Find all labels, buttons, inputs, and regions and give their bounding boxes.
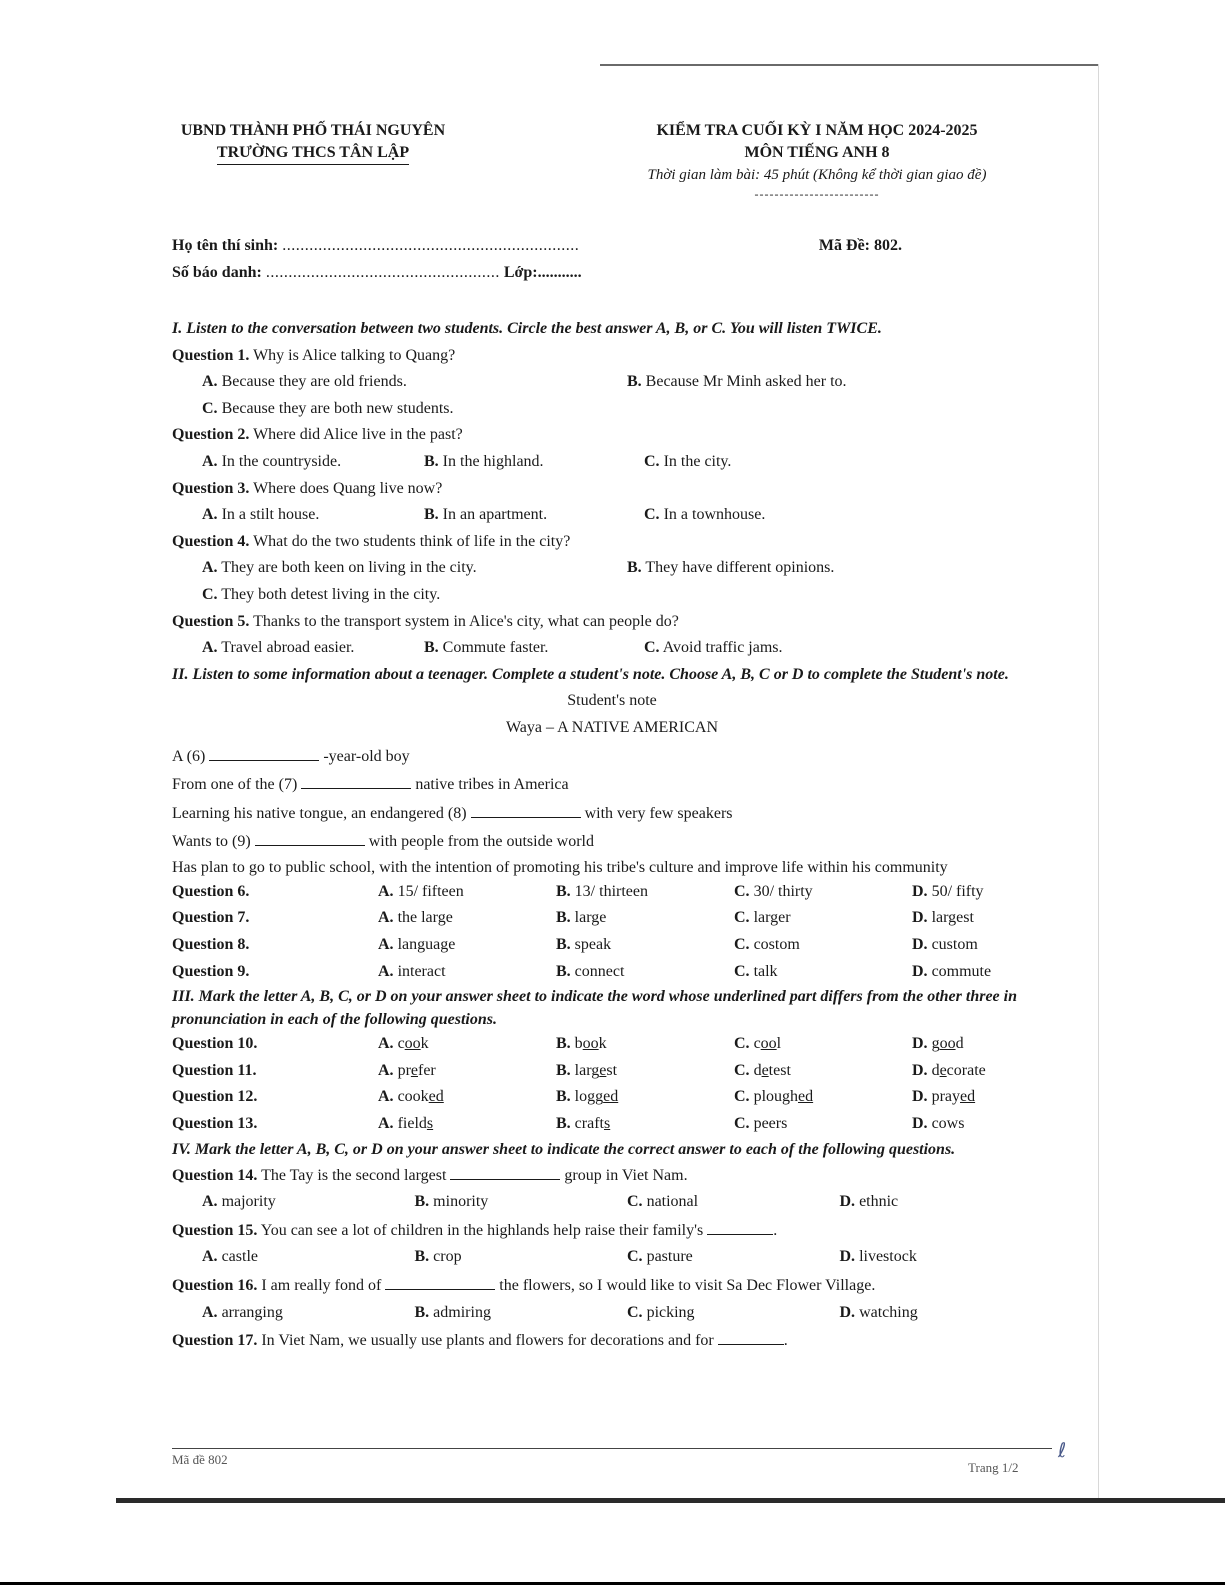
question-text: Why is Alice talking to Quang? — [253, 346, 456, 364]
subject-title: MÔN TIẾNG ANH 8 — [744, 144, 890, 161]
option-c[interactable]: C. In a townhouse. — [644, 506, 766, 524]
question-7: Question 7. A. the large B. large C. larger D. largest — [172, 905, 1052, 932]
student-info — [172, 232, 1052, 286]
option-a[interactable]: A. majority — [202, 1193, 276, 1211]
section-1-title: I. Listen to the conversation between two students. Circle the best answer A, B, or C. You will listen TWICE. — [172, 320, 882, 337]
question-label: Question 1. — [172, 346, 250, 364]
option-b[interactable]: B. Because Mr Minh asked her to. — [627, 373, 847, 391]
option-d[interactable]: D. decorate — [912, 1061, 986, 1079]
blank-8[interactable] — [471, 799, 581, 818]
exam-header — [172, 120, 1052, 212]
option-c[interactable]: C. peers — [734, 1115, 788, 1133]
question-3: Question 3. Where does Quang live now? A. In a stilt house. B. In an apartment. C. In a townhouse. — [172, 476, 1052, 529]
question-15: Question 15. You can see a lot of children in the highlands help raise their family's . A. castle B. crop C. pasture D. livestock — [172, 1216, 1052, 1271]
question-13: Question 13. A. fields B. crafts C. peers D. cows — [172, 1111, 1052, 1138]
note-last-line: Has plan to go to public school, with the intention of promoting his tribe's culture and improve life within his community — [172, 858, 948, 876]
option-b[interactable]: B. admiring — [414, 1303, 491, 1321]
blank-9[interactable] — [255, 827, 365, 846]
option-c[interactable]: C. Because they are both new students. — [202, 399, 454, 417]
blank-7[interactable] — [301, 770, 411, 789]
option-a[interactable]: A. castle — [202, 1248, 258, 1266]
option-c[interactable]: C. In the city. — [644, 452, 732, 470]
name-field[interactable]: .................................................................. — [282, 237, 580, 254]
option-a[interactable]: A. the large — [378, 909, 453, 927]
option-c[interactable]: C. cool — [734, 1035, 782, 1053]
note-subtitle: Waya – A NATIVE AMERICAN — [505, 718, 719, 736]
option-a[interactable]: A. language — [378, 936, 456, 954]
option-b[interactable]: B. They have different opinions. — [627, 559, 835, 577]
option-b[interactable]: B. logged — [556, 1088, 619, 1106]
option-d[interactable]: D. cows — [912, 1115, 965, 1133]
option-a[interactable]: A. They are both keen on living in the city. — [202, 559, 477, 577]
option-b[interactable]: B. 13/ thirteen — [556, 882, 648, 900]
footer-divider — [172, 1448, 1052, 1449]
option-b[interactable]: B. minority — [414, 1193, 489, 1211]
section-4-title: IV. Mark the letter A, B, C, or D on your answer sheet to indicate the correct answer to each of the following questions. — [172, 1140, 956, 1158]
option-d[interactable]: D. ethnic — [839, 1193, 899, 1211]
scan-top-line — [600, 64, 1098, 66]
footer-exam-code: Mã đề 802 — [172, 1452, 228, 1467]
option-b[interactable]: B. In the highland. — [424, 452, 544, 470]
option-d[interactable]: D. prayed — [912, 1088, 976, 1106]
scan-right-edge — [1098, 64, 1099, 1498]
note-line-9: Wants to (9) with people from the outside world — [172, 827, 1052, 856]
option-c[interactable]: C. costom — [734, 936, 800, 954]
option-b[interactable]: B. speak — [556, 936, 612, 954]
question-1 — [172, 343, 1052, 423]
option-d[interactable]: D. commute — [912, 962, 992, 980]
question-12: Question 12. A. cooked B. logged C. ploughed D. prayed — [172, 1084, 1052, 1111]
exam-title: KIỂM TRA CUỐI KỲ I NĂM HỌC 2024-2025 — [656, 122, 978, 139]
school-name: TRƯỜNG THCS TÂN LẬP — [217, 142, 409, 165]
exam-page — [172, 120, 1052, 1355]
question-5: Question 5. Thanks to the transport system in Alice's city, what can people do? A. Travel abroad easier. B. Commute faster. C. Avoid traffic jams. — [172, 609, 1052, 662]
option-d[interactable]: D. watching — [839, 1303, 918, 1321]
note-line-6: A (6) -year-old boy — [172, 742, 1052, 771]
class-label[interactable]: Lớp:........... — [503, 264, 582, 281]
option-c[interactable]: C. national — [627, 1193, 699, 1211]
question-6: Question 6. A. 15/ fifteen B. 13/ thirteen C. 30/ thirty D. 50/ fifty — [172, 879, 1052, 906]
scan-bottom-band — [116, 1498, 1225, 1503]
option-c[interactable]: C. They both detest living in the city. — [202, 585, 441, 603]
question-14: Question 14. The Tay is the second largest group in Viet Nam. A. majority B. minority C. national D. ethnic — [172, 1161, 1052, 1216]
authority-name: UBND THÀNH PHỐ THÁI NGUYÊN — [180, 122, 446, 139]
option-c[interactable]: C. 30/ thirty — [734, 882, 813, 900]
option-c[interactable]: C. larger — [734, 909, 791, 927]
option-a[interactable]: A. prefer — [378, 1061, 436, 1079]
option-b[interactable]: B. connect — [556, 962, 625, 980]
question-16: Question 16. I am really fond of the flowers, so I would like to visit Sa Dec Flower Village. A. arranging B. admiring C. picking D. watching — [172, 1271, 1052, 1326]
option-a[interactable]: A. Travel abroad easier. — [202, 639, 355, 657]
option-b[interactable]: B. book — [556, 1035, 607, 1053]
question-17: Question 17. In Viet Nam, we usually use plants and flowers for decorations and for . — [172, 1326, 1052, 1355]
blank-17[interactable] — [718, 1326, 784, 1345]
section-3-title: III. Mark the letter A, B, C, or D on your answer sheet to indicate the word whose underlined part differs from the other three in pronunciation in each of the following questions. — [172, 988, 1017, 1029]
question-4: Question 4. What do the two students think of life in the city? A. They are both keen on living in the city. B. They have different opinions. C. They both detest living in the city. — [172, 529, 1052, 609]
option-b[interactable]: B. largest — [556, 1061, 618, 1079]
option-c[interactable]: C. detest — [734, 1061, 791, 1079]
option-d[interactable]: D. custom — [912, 936, 978, 954]
option-a[interactable]: A. In a stilt house. — [202, 506, 320, 524]
note-title: Student's note — [567, 692, 657, 710]
blank-15[interactable] — [707, 1216, 773, 1235]
option-d[interactable]: D. livestock — [839, 1248, 917, 1266]
option-c[interactable]: C. picking — [627, 1303, 695, 1321]
option-b[interactable]: B. In an apartment. — [424, 506, 548, 524]
question-9: Question 9. A. interact B. connect C. talk D. commute — [172, 959, 1052, 986]
option-a[interactable]: A. interact — [378, 962, 446, 980]
id-label: Số báo danh: — [172, 264, 262, 281]
question-8: Question 8. A. language B. speak C. costom D. custom — [172, 932, 1052, 959]
footer-page-number: Trang 1/2 — [968, 1460, 1019, 1475]
question-11: Question 11. A. prefer B. largest C. detest D. decorate — [172, 1058, 1052, 1085]
option-a[interactable]: A. cooked — [378, 1088, 444, 1106]
blank-6[interactable] — [209, 742, 319, 761]
name-label: Họ tên thí sinh: — [172, 237, 279, 254]
section-2-title: II. Listen to some information about a teenager. Complete a student's note. Choose A, B, C or D to complete the Student's note. — [172, 665, 1009, 683]
header-right — [582, 120, 1052, 212]
option-d[interactable]: D. good — [912, 1035, 964, 1053]
header-left — [148, 120, 478, 212]
option-a[interactable]: A. 15/ fifteen — [378, 882, 464, 900]
option-a[interactable]: A. cook — [378, 1035, 429, 1053]
option-c[interactable]: C. talk — [734, 962, 778, 980]
handwritten-mark-icon: ℓ — [1058, 1438, 1067, 1462]
option-c[interactable]: C. pasture — [627, 1248, 693, 1266]
question-2: Question 2. Where did Alice live in the past? A. In the countryside. B. In the highland. C. In the city. — [172, 422, 1052, 475]
option-b[interactable]: B. Commute faster. — [424, 639, 549, 657]
option-d[interactable]: D. 50/ fifty — [912, 882, 984, 900]
option-c[interactable]: C. ploughed — [734, 1088, 814, 1106]
option-a[interactable]: A. arranging — [202, 1303, 283, 1321]
exam-code: Mã Đề: 802. — [818, 237, 902, 254]
option-d[interactable]: D. largest — [912, 909, 974, 927]
blank-14[interactable] — [450, 1161, 560, 1180]
question-10: Question 10. A. cook B. book C. cool D. good — [172, 1031, 1052, 1058]
time-note: Thời gian làm bài: 45 phút (Không kể thời gian giao đề) — [647, 167, 987, 183]
blank-16[interactable] — [385, 1271, 495, 1290]
option-a[interactable]: A. Because they are old friends. — [202, 373, 407, 391]
option-b[interactable]: B. crafts — [556, 1115, 611, 1133]
option-b[interactable]: B. crop — [414, 1248, 462, 1266]
note-line-8: Learning his native tongue, an endangered (8) with very few speakers — [172, 799, 1052, 828]
header-dashes: ------------------------- — [754, 187, 880, 201]
note-line-7: From one of the (7) native tribes in America — [172, 770, 1052, 799]
option-a[interactable]: A. fields — [378, 1115, 434, 1133]
option-c[interactable]: C. Avoid traffic jams. — [644, 639, 783, 657]
option-a[interactable]: A. In the countryside. — [202, 452, 342, 470]
option-b[interactable]: B. large — [556, 909, 607, 927]
id-field[interactable]: .................................................... — [265, 264, 500, 281]
